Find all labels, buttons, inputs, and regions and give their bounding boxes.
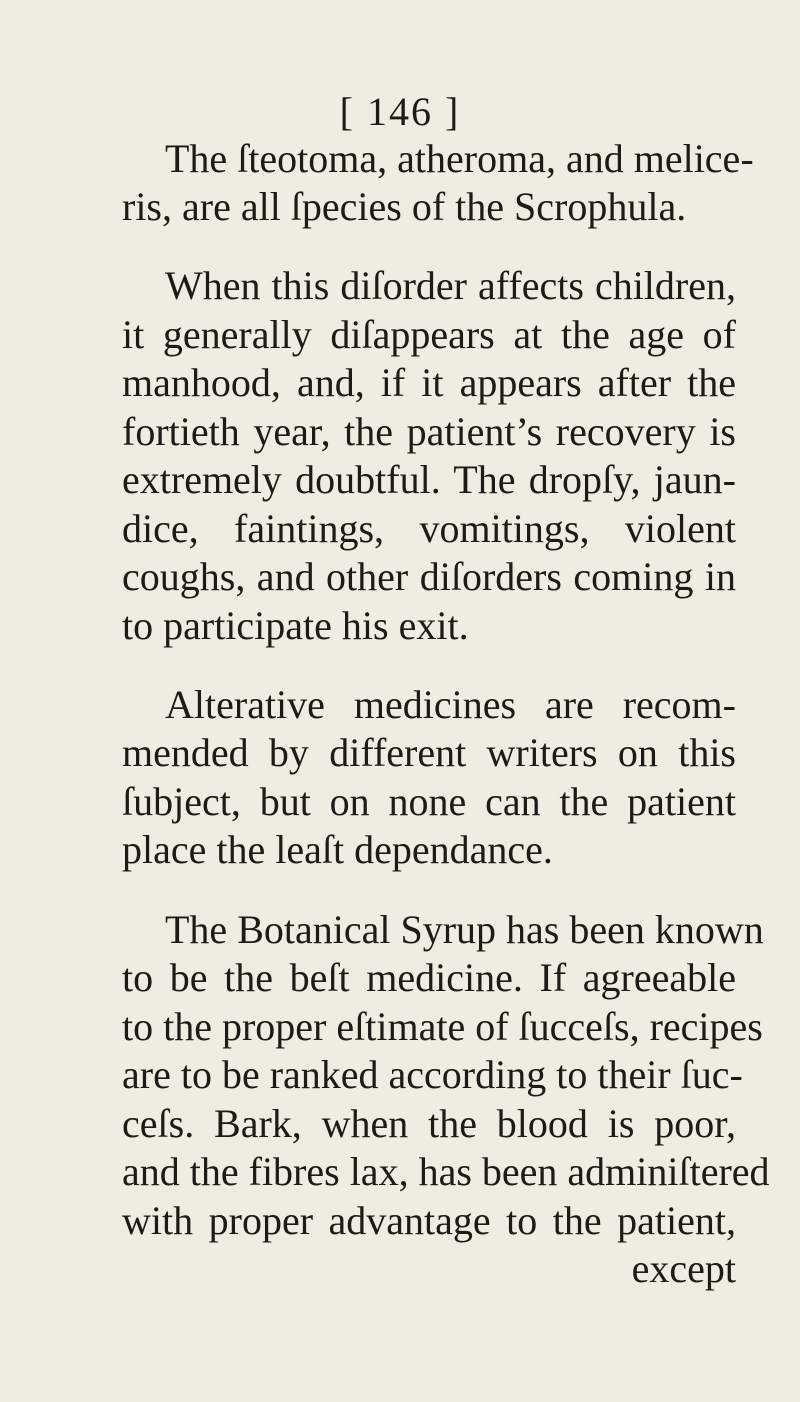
page-number: [ 146 ]: [339, 89, 461, 134]
text-line: are to be ranked according to their ſuc-: [122, 1052, 743, 1097]
text-line: The Botanical Syrup has been known: [165, 907, 764, 952]
text-line: extremely doubtful. The dropſy, jaun-: [122, 457, 736, 502]
text-line: fortieth year, the patient’s recovery is: [122, 409, 736, 454]
text-line: When this diſorder affects children,: [165, 263, 736, 308]
text-line: ſubject, but on none can the patient: [122, 779, 736, 824]
text-line: The ſteotoma, atheroma, and melice-: [165, 136, 754, 181]
text-line: dice, faintings, vomitings, violent: [122, 506, 736, 551]
text-line: it generally diſappears at the age of: [122, 312, 736, 357]
text-line: manhood, and, if it appears after the: [122, 360, 736, 405]
catchword: except: [631, 1246, 736, 1291]
text-line: ris, are all ſpecies of the Scrophula.: [122, 184, 687, 229]
text-line: mended by different writers on this: [122, 730, 736, 775]
text-line: to participate his exit.: [122, 603, 469, 648]
text-line: to be the beſt medicine. If agreeable: [122, 955, 736, 1000]
text-line: Alterative medicines are recom-: [165, 682, 736, 727]
text-line: to the proper eſtimate of ſucceſs, recipes: [122, 1004, 763, 1049]
text-line: and the fibres lax, has been adminiſtered: [122, 1149, 770, 1194]
text-line: with proper advantage to the patient,: [122, 1198, 736, 1243]
text-line: place the leaſt dependance.: [122, 827, 553, 872]
text-line: coughs, and other diſorders coming in: [122, 554, 736, 599]
text-line: ceſs. Bark, when the blood is poor,: [122, 1101, 736, 1146]
